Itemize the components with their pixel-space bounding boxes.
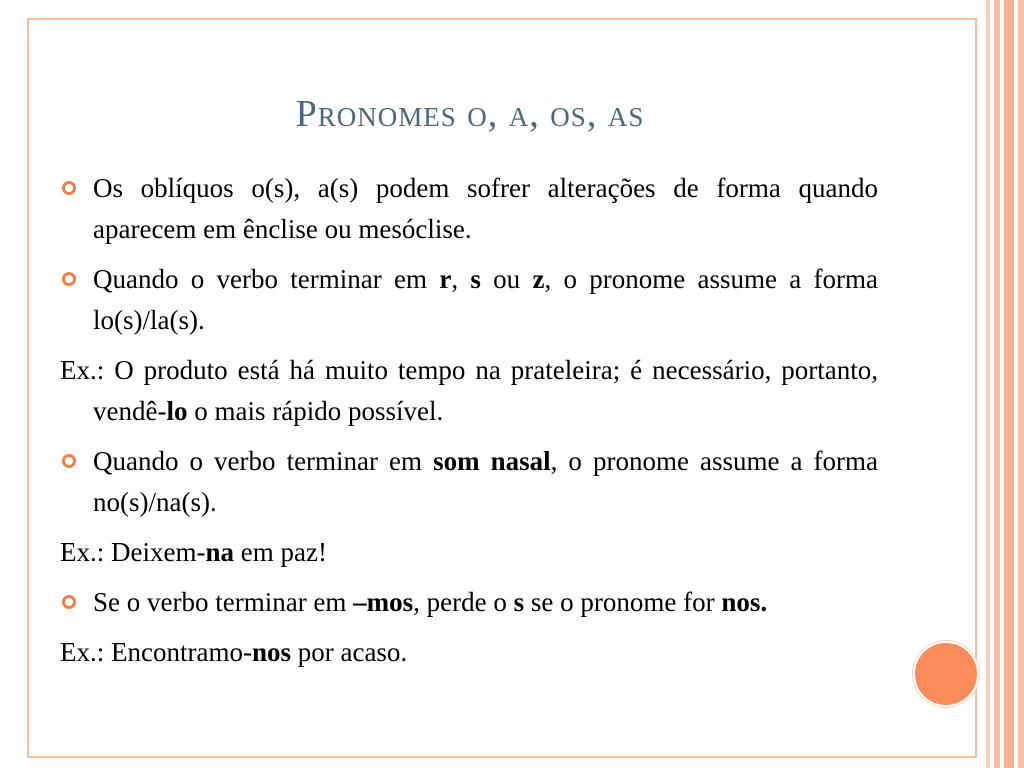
text: , perde o (413, 587, 514, 617)
bold-text: r (439, 264, 452, 294)
bold-text: –mos (353, 587, 414, 617)
slide-title: Pronomes o, a, os, as (295, 93, 645, 135)
bold-text: s (513, 587, 525, 617)
text: Se o verbo terminar em (93, 587, 354, 617)
text: por acaso. (290, 637, 408, 667)
stripe (994, 0, 1000, 768)
bullet-circle-icon (62, 454, 76, 468)
bullet-circle-icon (62, 595, 76, 609)
bullet-item (60, 441, 878, 523)
text: o mais rápido possível. (187, 396, 444, 426)
bold-text: s (470, 264, 481, 294)
decorative-stripes (978, 0, 1024, 768)
example-item (60, 632, 878, 673)
stripe (986, 0, 990, 768)
decorative-circle (913, 641, 979, 707)
bullet-item (60, 582, 878, 623)
bullet-item (60, 168, 878, 250)
slide-body (60, 168, 878, 682)
text: Os oblíquos o(s), a(s) podem sofrer alterações de forma quando aparecem em ênclise ou mesóclise. (93, 173, 878, 244)
stripe (1018, 0, 1024, 768)
bold-text: som nasal (433, 446, 551, 476)
text: se o pronome for (524, 587, 722, 617)
text: , (451, 264, 471, 294)
bullet-item (60, 259, 878, 341)
text: Ex.: Deixem- (60, 537, 206, 567)
bold-text: na (205, 537, 234, 567)
text: , o pronome assume a forma lo(s)/la(s). (93, 264, 879, 335)
bullet-circle-icon (62, 181, 76, 195)
stripe (1004, 0, 1014, 768)
bold-text: nos. (721, 587, 768, 617)
bold-text: z (532, 264, 545, 294)
text: Ex.: O produto está há muito tempo na prateleira; é necessário, portanto, vendê- (60, 355, 878, 426)
text: Quando o verbo terminar em (93, 264, 440, 294)
text: em paz! (234, 537, 327, 567)
text: ou (480, 264, 533, 294)
bold-text: lo (166, 396, 188, 426)
example-item (60, 350, 878, 432)
bullet-circle-icon (62, 272, 76, 286)
text: Quando o verbo terminar em (93, 446, 434, 476)
text: Ex.: Encontramo- (60, 637, 252, 667)
example-item (60, 532, 878, 573)
text: , o pronome assume a forma no(s)/na(s). (93, 446, 878, 517)
bold-text: nos (251, 637, 291, 667)
